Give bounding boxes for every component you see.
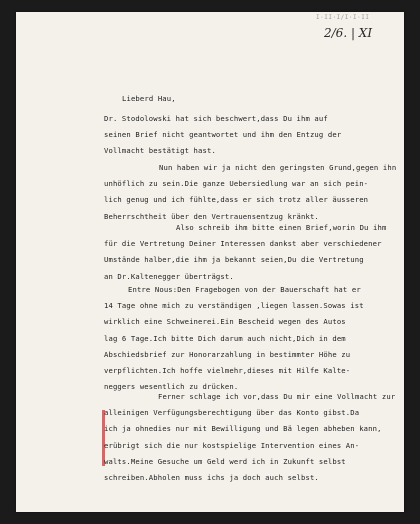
- letter-line: seinen Brief nicht geantwortet und ihm den Entzug der: [104, 130, 342, 140]
- handwritten-reference: 2/6. | XI: [324, 26, 373, 40]
- letter-line: alleinigen Verfügungsberechtigung über das Konto gibst.Da: [104, 408, 360, 418]
- salutation: Lieberd Hau,: [122, 94, 176, 103]
- letter-line: lich genug und ich fühlte,dass er sich trotz aller äusseren: [104, 195, 369, 205]
- letter-line: schreiben.Abholen muss ichs ja doch auch selbst.: [104, 473, 319, 482]
- archive-stamp: I·II·I/I·I·II: [316, 14, 370, 21]
- letter-line: neggers wesentlich zu drücken.: [104, 382, 239, 392]
- letter-line: an Dr.Kaltenegger überträgst.: [104, 271, 234, 281]
- letter-line: walts.Meine Gesuche um Geld werd ich in Zukunft selbst: [104, 456, 346, 466]
- letter-line: Nun haben wir ja nicht den geringsten Grund,gegen ihn: [159, 163, 397, 172]
- letter-line: ich ja ohnedies nur mit Bewilligung und Bä legen abheben kann,: [104, 424, 382, 434]
- letter-line: verpflichten.Ich hoffe vielmehr,dieses mit Hilfe Kalte-: [104, 366, 351, 375]
- letter-line: unhöflich zu sein.Die ganze Uebersiedlung war an sich pein-: [104, 179, 369, 189]
- letter-line: für die Vertretung Deiner Interessen dankst aber verschiedener: [104, 239, 382, 249]
- letter-page: [16, 12, 404, 512]
- letter-line: wirklich eine Schweinerei.Ein Bescheid wegen des Autos: [104, 317, 346, 327]
- letter-body: [16, 12, 404, 512]
- letter-line: erübrigt sich die nur kostspielige Intervention eines An-: [104, 440, 360, 450]
- letter-line: Umstände halber,die ihm ja bekannt seien,Du die Vertretung: [104, 255, 364, 265]
- letter-line: Ferner schlage ich vor,dass Du mir eine Vollmacht zur: [158, 392, 396, 401]
- letter-line: Dr. Stodolowski hat sich beschwert,dass Du ihm auf: [104, 114, 328, 123]
- letter-line: 14 Tage ohne mich zu verständigen ,liegen lassen.Sowas ist: [104, 301, 364, 311]
- letter-line: Entre Nous:Den Fragebogen von der Bauerschaft hat er: [128, 285, 361, 294]
- letter-line: Also schreib ihm bitte einen Brief,worin Du ihm: [176, 223, 387, 232]
- letter-line: Beherrschtheit über den Vertrauensentzug kränkt.: [104, 211, 319, 221]
- letter-line: Abschiedsbrief zur Honorarzahlung in bestimmter Höhe zu: [104, 349, 351, 359]
- letter-line: lag 6 Tage.Ich bitte Dich darum auch nicht,Dich in dem: [104, 333, 346, 343]
- letter-line: Vollmacht bestätigt hast.: [104, 146, 216, 156]
